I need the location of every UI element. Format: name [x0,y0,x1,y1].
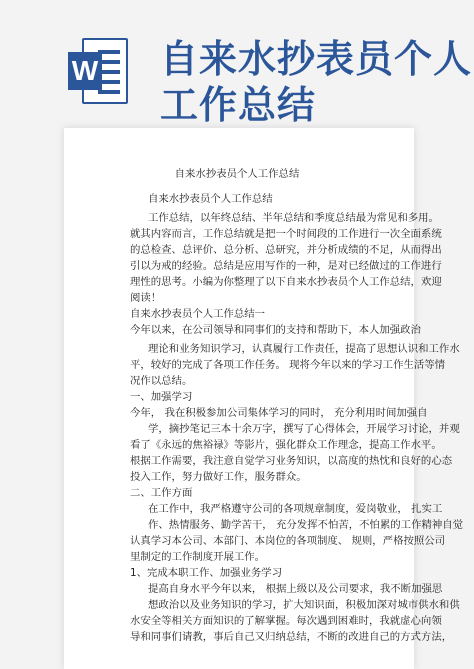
document-line: 平，较好的完成了各项工作任务。 现将今年以来的学习工作生活等情 [130,359,446,371]
document-line: 阅读！ [130,292,162,304]
document-line: 认真学习本公司、本部门、本岗位的各项制度、 规则，严格按照公司 [130,535,446,547]
document-line: 投入工作，努力做好工作，服务群众。 [130,471,307,483]
banner-title-line-1: 自来水抄表员个人 [160,37,473,81]
document-line: 自来水抄表员个人工作总结 [148,193,273,205]
document-line: 想政治以及业务知识的学习，扩大知识面，积极加深对城市供水和供 [148,599,460,611]
word-document-icon [68,38,130,104]
header-banner [0,0,474,127]
document-line: 导和同事们请教，事后自己又归纳总结，不断的改进自己的方式方法， [130,631,453,643]
word-badge: W [68,52,102,90]
document-line: 二、工作方面 [130,487,193,499]
document-line: 的总检查、总评价、总分析、总研究，并分析成绩的不足，从而得出 [130,244,442,256]
document-line: 在工作中，我严格遵守公司的各项规章制度，爱岗敬业， 扎实工 [148,503,443,515]
document-line: 一、加强学习 [130,391,193,403]
document-line: 就其内容而言，工作总结就是把一个时间段的工作进行一次全面系统 [130,228,442,240]
document-line: 况作以总结。 [130,375,193,387]
document-line: 学，摘抄笔记三本十余万字，撰写了心得体会，开展学习讨论，并观 [148,423,460,435]
document-line: 根据工作需要，我注意自觉学习业务知识，以高度的热忱和良好的心态 [130,455,453,467]
document-line: 提高自身水平今年以来， 根据上级以及公司要求，我不断加强思 [148,583,443,595]
document-line: 水安全等相关方面知识的了解掌握。每次遇到困难时，我就虚心向领 [130,615,442,627]
document-line: 理论和业务知识学习，认真履行工作责任，提高了思想认识和工作水 [148,343,460,355]
document-line: 里制定的工作制度开展工作。 [130,551,266,563]
document-line: 1、完成本职工作、加强业务学习 [130,567,283,579]
document-line: 自来水抄表员个人工作总结一 [130,308,266,320]
banner-title-line-2: 工作总结 [160,83,317,127]
document-line: 看了《永远的焦裕禄》等影片，强化群众工作理念，提高工作水平。 [130,439,442,451]
document-line: 今年， 我在积极参加公司集体学习的同时， 充分利用时间加强自 [130,407,428,419]
document-title: 自来水抄表员个人工作总结 [174,168,300,180]
document-line: 理性的思考。小编为你整理了以下自来水抄表员个人工作总结，欢迎 [130,276,442,288]
document-line: 引以为戒的经验。总结是应用写作的一种，是对已经做过的工作进行 [130,260,442,272]
document-line: 作、热情服务、勤学苦干， 充分发挥不怕苦，不怕累的工作精神自觉 [148,519,464,531]
document-line: 今年以来，在公司领导和同事们的支持和帮助下，本人加强政治 [130,324,421,336]
document-line: 工作总结，以年终总结、半年总结和季度总结最为常见和多用。 [148,212,439,224]
